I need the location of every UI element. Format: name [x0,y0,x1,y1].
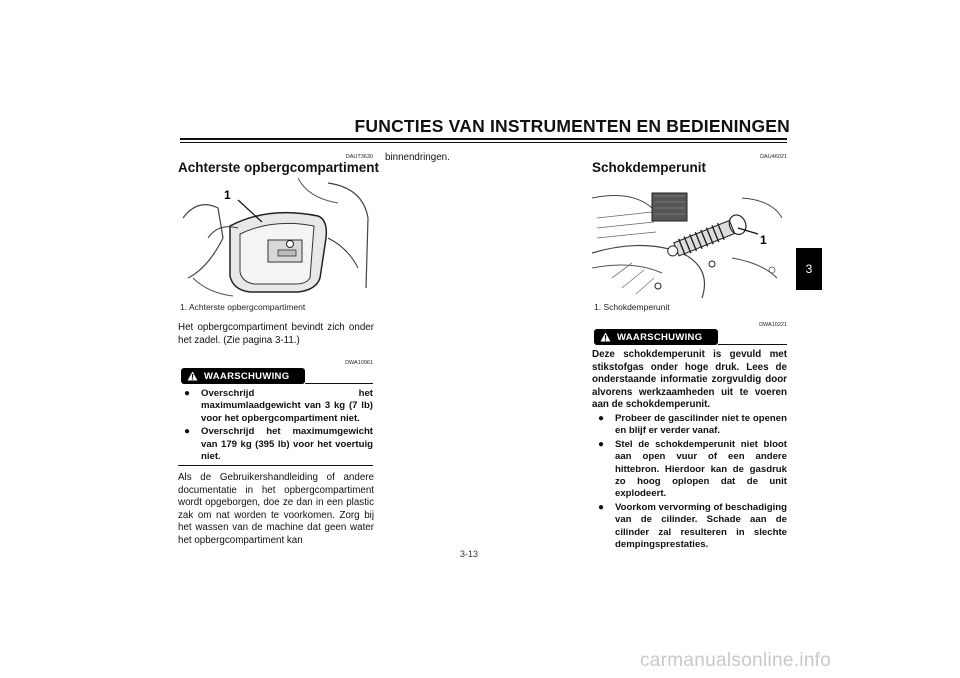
warning-code: DWA10221 [759,322,787,328]
list-item: ● Probeer de gascilinder niet te openen en blijf er verder vanaf. [598,413,787,437]
bullet-icon: ● [184,388,191,399]
page-number: 3-13 [460,549,479,559]
warning-list-storage [180,388,373,464]
bullet-icon: ● [184,426,191,438]
figure-caption-storage: 1. Achterste opbergcompartiment [180,302,306,312]
storage-paragraph: Als de Gebruikershandleiding of andere documentatie in het opbergcompartiment wordt opgeborgen, doe ze dan in een plastic zak om nat worden te voorkomen. Zorg bij het wassen van de machine dat geen water het opbergcompartiment kan [178,472,374,546]
continuation-text: binnendringen. [385,152,450,163]
storage-intro-text: Het opbergcompartiment bevindt zich onder het zadel. (Zie pagina 3-11.) [178,322,374,346]
figure-caption-shock: 1. Schokdemperunit [594,302,670,312]
warning-badge [181,368,305,384]
bullet-icon: ● [598,501,605,513]
warning-label: WAARSCHUWING [617,331,703,343]
figure-callout-number: 1 [224,188,231,202]
warning-code: DWA10961 [345,360,373,366]
bullet-icon: ● [598,413,605,424]
section-title-storage: Achterste opbergcompartiment [178,160,380,175]
bullet-icon: ● [598,438,605,450]
warning-badge [594,329,718,345]
shock-warning-intro: Deze schokdemperunit is gevuld met stikstofgas onder hoge druk. Lees de onderstaande informatie zorgvuldig door alvorens werkzaamheden uit te voeren aan de schokdemperunit. [592,349,787,411]
warning-label: WAARSCHUWING [204,370,290,382]
storage-compartment-figure [178,178,373,298]
warning-end-rule [178,465,373,466]
warning-rule [718,344,787,345]
section-code: DAUT3630 [345,154,373,160]
header-rule [180,138,787,140]
header-rule-thin [180,142,787,143]
section-title-shock: Schokdemperunit [592,160,707,175]
section-code: DAU46021 [760,154,787,160]
list-item: ● Voorkom vervorming of beschadiging van de cilinder. Schade aan de cilinder zal resulteren in slechte dempingsprestaties. [598,501,788,551]
list-item: ● Stel de schokdemperunit niet bloot aan open vuur of een andere hittebron. Hierdoor kan de gasdruk zo hoog oplopen dat de unit explodeert. [598,438,787,500]
warning-triangle-icon [187,371,198,381]
shock-absorber-figure [592,178,787,298]
page-header-title: FUNCTIES VAN INSTRUMENTEN EN BEDIENINGEN [354,116,790,136]
watermark-text: carmanualsonline.info [640,650,832,671]
figure-callout-number: 1 [760,233,767,247]
warning-triangle-icon [600,332,611,342]
list-item: ● Overschrijd het maximumgewicht van 179 kg (395 lb) voor het voertuig niet. [184,426,373,463]
warning-list-shock [594,413,787,552]
list-item: ● Overschrijd het maximumlaadgewicht van 3 kg (7 lb) voor het opbergcompartiment niet. [184,388,373,424]
chapter-tab: 3 [796,248,822,290]
warning-rule [305,383,373,384]
